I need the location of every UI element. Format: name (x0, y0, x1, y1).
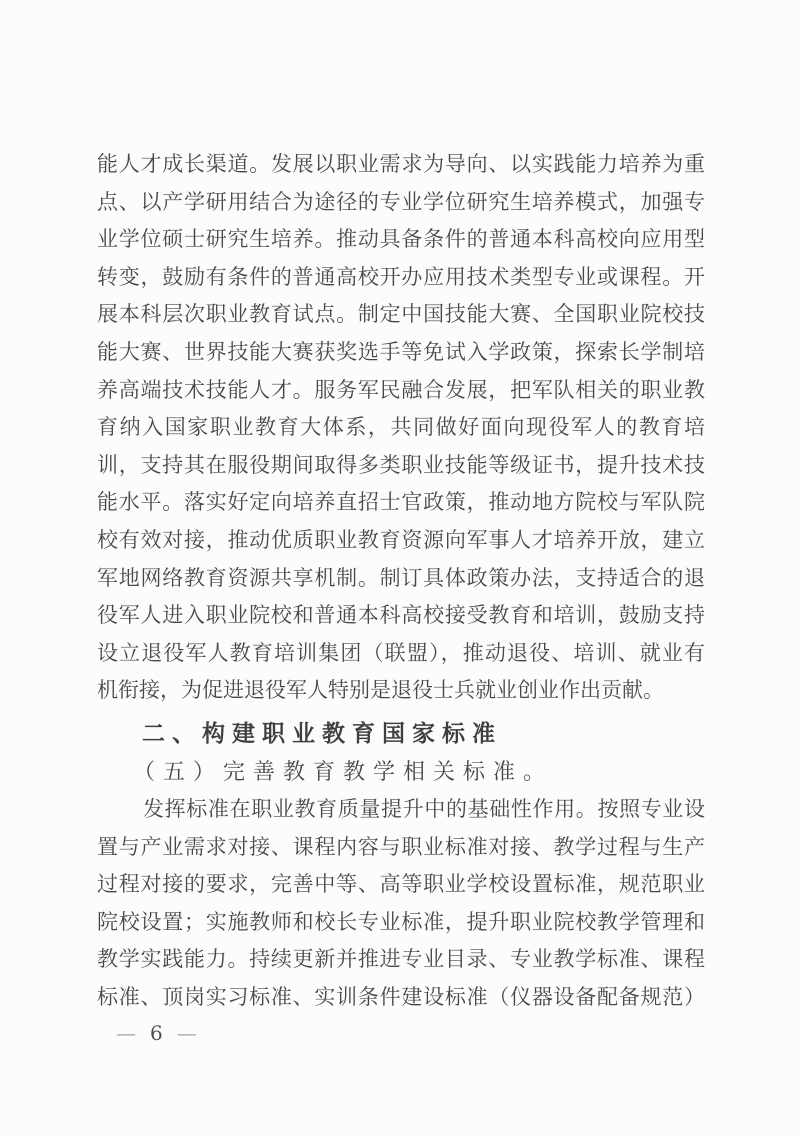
text-line: 训，支持其在服役期间取得多类职业技能等级证书，提升技术技 (97, 452, 705, 477)
document-body (97, 146, 705, 1017)
text-line: 军地网络教育资源共享机制。制订具体政策办法，支持适合的退 (97, 565, 705, 590)
text-line: 院校设置；实施教师和校长专业标准，提升职业院校教学管理和 (97, 909, 705, 934)
text-line: 标准、顶岗实习标准、实训条件建设标准（仪器设备配备规范） (97, 985, 705, 1010)
text-line: 点、以产学研用结合为途径的专业学位研究生培养模式，加强专 (97, 189, 705, 214)
section-heading: 二、构建职业教育国家标准 (142, 720, 502, 747)
text-line: 机衔接，为促进退役军人特别是退役士兵就业创业作出贡献。 (97, 678, 664, 703)
text-line: 校有效对接，推动优质职业教育资源向军事人才培养开放，建立 (97, 527, 705, 552)
page-number: 6 (150, 1021, 163, 1045)
sub-heading: （五）完善教育教学相关标准。 (133, 759, 554, 785)
text-line: 教学实践能力。持续更新并推进专业目录、专业教学标准、课程 (97, 947, 705, 972)
text-line: 役军人进入职业院校和普通本科高校接受教育和培训，鼓励支持 (97, 603, 705, 628)
text-line: 转变，鼓励有条件的普通高校开办应用技术类型专业或课程。开 (97, 264, 705, 289)
text-line: 业学位硕士研究生培养。推动具备条件的普通本科高校向应用型 (97, 227, 705, 252)
page-footer (116, 1019, 197, 1047)
text-line: 设立退役军人教育培训集团（联盟），推动退役、培训、就业有 (97, 640, 705, 665)
paragraph-continued (97, 146, 705, 710)
paragraph (97, 791, 705, 1017)
text-line: 过程对接的要求，完善中等、高等职业学校设置标准，规范职业 (97, 872, 705, 897)
text-line: 能大赛、世界技能大赛获奖选手等免试入学政策，探索长学制培 (97, 339, 705, 364)
text-line: 能水平。落实好定向培养直招士官政策，推动地方院校与军队院 (97, 490, 705, 515)
footer-dash-left: — (116, 1021, 136, 1045)
text-line: 育纳入国家职业教育大体系，共同做好面向现役军人的教育培 (97, 415, 705, 440)
text-line: 发挥标准在职业教育质量提升中的基础性作用。按照专业设 (143, 797, 705, 822)
text-line: 置与产业需求对接、课程内容与职业标准对接、教学过程与生产 (97, 834, 705, 859)
text-line: 能人才成长渠道。发展以职业需求为导向、以实践能力培养为重 (97, 152, 705, 176)
text-line: 展本科层次职业教育试点。制定中国技能大赛、全国职业院校技 (97, 302, 705, 327)
text-line: 养高端技术技能人才。服务军民融合发展，把军队相关的职业教 (97, 377, 705, 402)
footer-dash-right: — (176, 1021, 197, 1045)
